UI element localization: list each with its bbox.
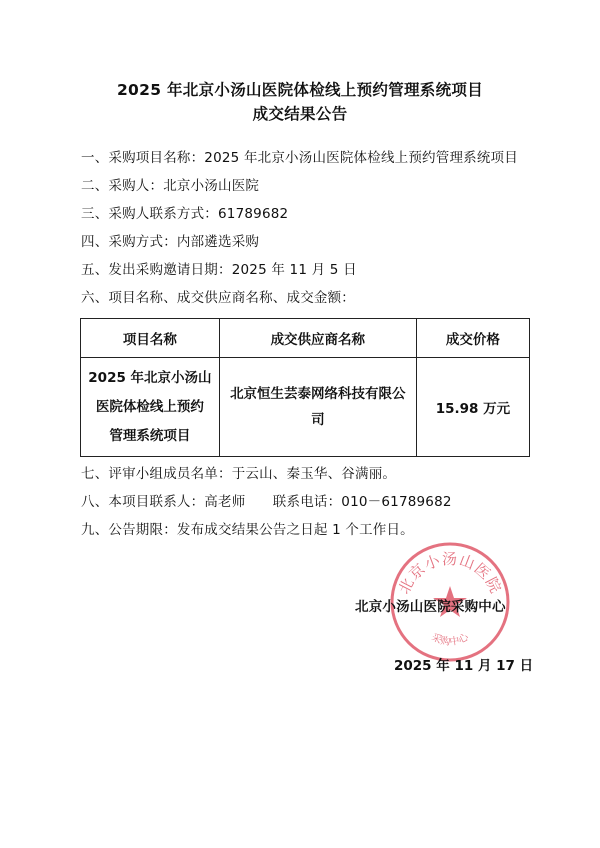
header-supplier-name: 成交供应商名称 — [219, 319, 416, 358]
table-row — [81, 358, 530, 457]
item-review-members: 七、评审小组成员名单：于云山、秦玉华、谷满丽。 — [81, 466, 397, 482]
project-line-2: 医院体检线上预约 — [95, 398, 204, 415]
cell-supplier-name — [219, 358, 416, 457]
item-invitation-date: 五、发出采购邀请日期：2025 年 11 月 5 日 — [81, 262, 357, 278]
header-project-name: 项目名称 — [81, 319, 220, 358]
issue-date: 2025 年 11 月 17 日 — [394, 658, 534, 674]
item-purchaser-contact: 三、采购人联系方式：61789682 — [81, 206, 289, 222]
item-purchase-method: 四、采购方式：内部遴选采购 — [81, 234, 260, 250]
seal-arc-text: 北京小汤山医院 — [394, 550, 506, 597]
title-line-2: 成交结果公告 — [252, 105, 348, 123]
supplier-line-1: 北京恒生芸泰网络科技有限公 — [230, 386, 406, 402]
header-price: 成交价格 — [416, 319, 529, 358]
cell-price: 15.98 万元 — [416, 358, 529, 457]
project-line-3: 管理系统项目 — [109, 427, 191, 444]
issuer-signature: 北京小汤山医院采购中心 — [355, 599, 506, 615]
result-table — [80, 318, 530, 457]
title-line-1: 2025 年北京小汤山医院体检线上预约管理系统项目 — [116, 81, 484, 99]
item-table-intro: 六、项目名称、成交供应商名称、成交金额： — [81, 290, 355, 306]
item-project-name: 一、采购项目名称：2025 年北京小汤山医院体检线上预约管理系统项目 — [81, 150, 518, 166]
project-line-1: 2025 年北京小汤山 — [88, 369, 212, 386]
cell-project-name — [81, 358, 220, 457]
item-contact-person: 八、本项目联系人：高老师 联系电话：010－61789682 — [81, 494, 452, 510]
supplier-line-2: 司 — [311, 412, 325, 428]
item-purchaser: 二、采购人：北京小汤山医院 — [81, 178, 260, 194]
item-notice-period: 九、公告期限：发布成交结果公告之日起 1 个工作日。 — [81, 522, 414, 538]
table-header-row — [81, 319, 530, 358]
seal-sub-text: 采购中心 — [429, 632, 471, 649]
